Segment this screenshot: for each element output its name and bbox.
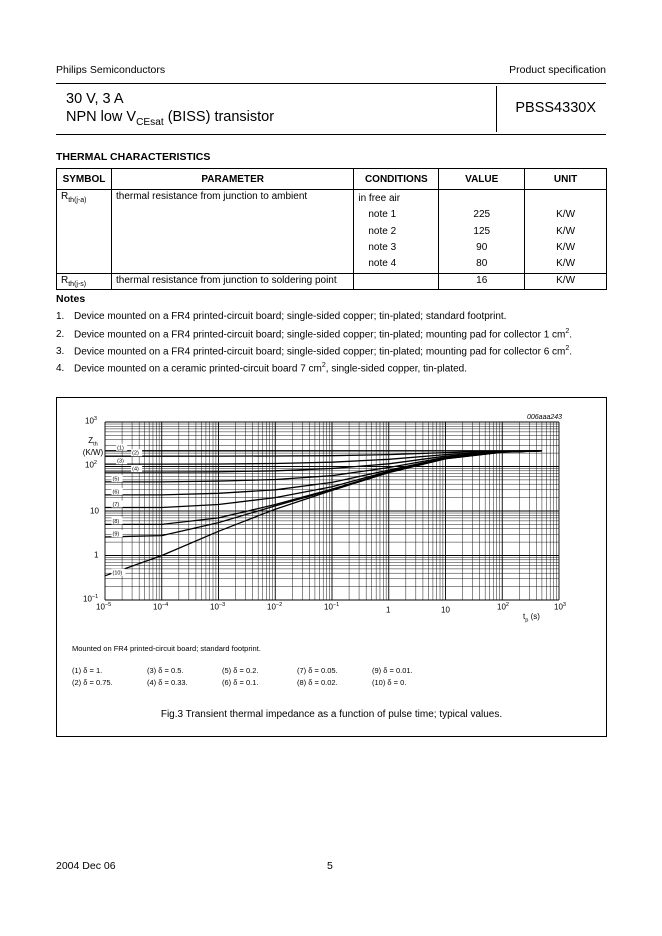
x-tick: 1: [386, 605, 391, 615]
curve-label: (2): [132, 450, 139, 457]
unit-cell: K/W K/W K/W K/W: [525, 190, 607, 274]
x-tick: $10^{-5}$: [96, 602, 112, 612]
page-title: [66, 90, 274, 132]
mount-note: Mounted on FR4 printed-circuit board; standard footprint.: [72, 644, 261, 653]
col-parameter: PARAMETER: [111, 169, 353, 190]
note-3: 3. Device mounted on a FR4 printed-circuit board; single-sided copper; tin-plated; mounting pad for collector 6 $cm^2$.: [56, 345, 573, 358]
curve-label: (8): [112, 518, 120, 525]
page-number: 5: [327, 860, 333, 872]
footer-date: 2004 Dec 06: [56, 860, 116, 872]
x-tick: $10^{-3}$: [210, 602, 226, 612]
curve-label: (4): [132, 466, 139, 473]
x-tick: $10^3$: [554, 602, 567, 612]
curve-label: (3): [117, 458, 124, 465]
zth-chart: [57, 398, 606, 628]
title-line1: 30 V, 3 A: [66, 91, 124, 107]
title-line2: NPN low $V_{CEsat}$ (BISS) transistor: [66, 109, 275, 128]
curve-label: (10): [112, 570, 123, 577]
table-row: [57, 274, 607, 290]
legend-item: (5) δ = 0.2.: [222, 666, 259, 675]
curve-label: (1): [117, 445, 124, 452]
legend-item: (3) δ = 0.5.: [147, 666, 184, 675]
curve-10: [105, 451, 542, 576]
y-tick: 1: [94, 550, 99, 560]
figure-code: 006aaa243: [527, 414, 563, 421]
legend-item: (10) δ = 0.: [372, 678, 407, 687]
legend-item: (1) δ = 1.: [72, 666, 103, 675]
header-rule-top: [56, 83, 606, 84]
legend-item: (9) δ = 0.01.: [372, 666, 413, 675]
x-tick: $10^{-4}$: [153, 602, 169, 612]
y-axis-label: $Z_{th}$ (K/W): [82, 436, 104, 457]
col-unit: UNIT: [525, 169, 607, 190]
legend-item: (6) δ = 0.1.: [222, 678, 259, 687]
parameter-cell: thermal resistance from junction to soldering point: [111, 274, 353, 290]
x-tick: $10^{-1}$: [324, 602, 340, 612]
note-2: 2. Device mounted on a FR4 printed-circuit board; single-sided copper; tin-plated; mounting pad for collector 1 $cm^2$.: [56, 328, 573, 341]
note-4: 4. Device mounted on a ceramic printed-circuit board 7 $cm^2$, single-sided copper, tin-plated.: [56, 362, 467, 375]
parameter-cell: thermal resistance from junction to ambient: [111, 190, 353, 274]
curve-3: [105, 451, 542, 464]
curve-label: (7): [112, 501, 120, 508]
y-tick: $10^{-1}$: [83, 594, 99, 604]
unit-cell: K/W: [525, 274, 607, 290]
col-value: VALUE: [439, 169, 525, 190]
x-tick: $10^{-2}$: [267, 602, 283, 612]
legend-item: (4) δ = 0.33.: [147, 678, 188, 687]
curve-7: [105, 451, 542, 508]
col-symbol: SYMBOL: [57, 169, 112, 190]
conditions-cell: in free air note 1 note 2 note 3 note 4: [354, 190, 439, 274]
value-cell: 225 125 90 80: [439, 190, 525, 274]
y-tick: $10^3$: [85, 416, 98, 426]
header-rule-bottom: [56, 134, 606, 135]
table-header-row: [57, 169, 607, 190]
thermal-table: [56, 168, 607, 290]
figure-caption: Fig.3 Transient thermal impedance as a function of pulse time; typical values.: [160, 709, 503, 720]
col-conditions: CONDITIONS: [354, 169, 439, 190]
x-axis-label: $t_p$ (s): [523, 612, 540, 624]
legend-item: (8) δ = 0.02.: [297, 678, 338, 687]
legend-item: (2) δ = 0.75.: [72, 678, 113, 687]
conditions-cell: [354, 274, 439, 290]
curve-label: (5): [112, 476, 120, 483]
y-tick: 10: [90, 506, 99, 516]
figure-box: [56, 397, 607, 737]
notes-title: Notes: [56, 293, 86, 305]
y-tick: $10^2$: [85, 460, 98, 470]
note-1: 1. Device mounted on a FR4 printed-circuit board; single-sided copper; tin-plated; standard footprint.: [56, 311, 507, 322]
header-separator: [496, 86, 497, 132]
section-title: THERMAL CHARACTERISTICS: [56, 151, 211, 163]
curve-label: (9): [112, 531, 120, 538]
x-tick: $10^2$: [497, 602, 510, 612]
part-number: PBSS4330X: [515, 100, 596, 116]
symbol-cell: $R_{th(j-a)}$: [57, 190, 112, 274]
doc-type: Product specification: [509, 64, 606, 76]
curve-label: (6): [112, 489, 120, 496]
legend-item: (7) δ = 0.05.: [297, 666, 338, 675]
table-row: [57, 190, 607, 274]
symbol-cell: $R_{th(j-s)}$: [57, 274, 112, 290]
company-name: Philips Semiconductors: [56, 64, 166, 76]
x-tick: 10: [441, 605, 450, 615]
value-cell: 16: [439, 274, 525, 290]
